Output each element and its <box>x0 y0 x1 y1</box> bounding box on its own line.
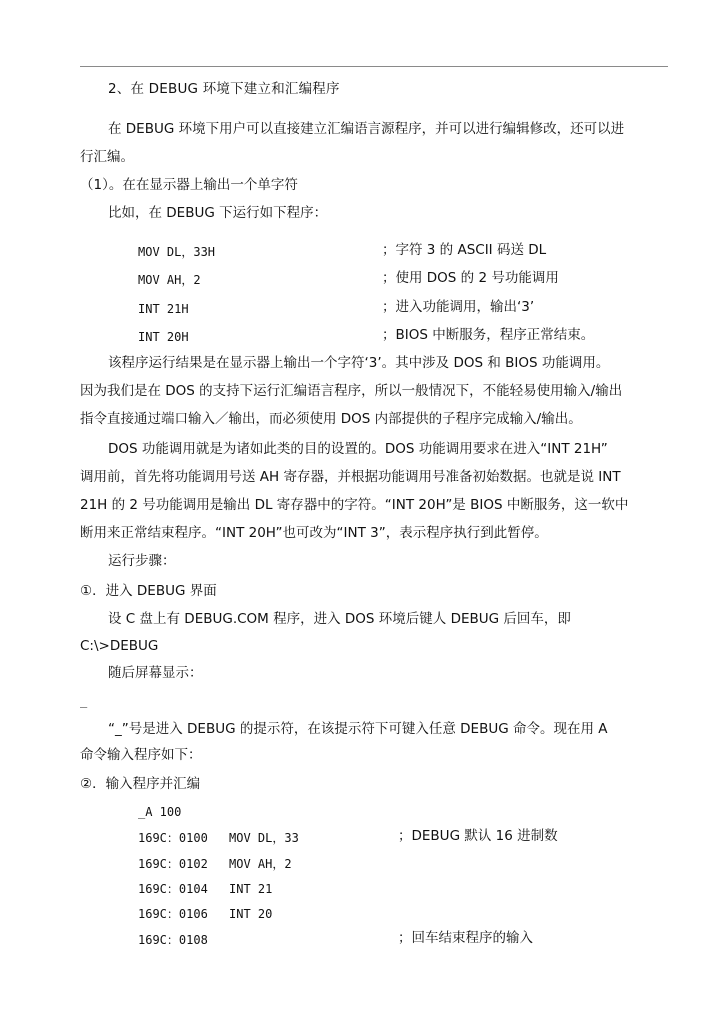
prompt-note-line-1: “_”号是进入 DEBUG 的提示符，在该提示符下可键入任意 DEBUG 命令。现在用 A <box>108 721 608 737</box>
listing-instr-1: MOV DL，33 <box>229 831 299 845</box>
listing-addr-3: 169C：0104 <box>138 882 208 896</box>
para2-line-2: 调用前，首先将功能调用号送 AH 寄存器，并根据功能调用号准备初始数据。也就是说 INT <box>80 469 621 485</box>
prompt-note-line-2: 命令输入程序如下： <box>80 747 202 763</box>
listing-addr-1: 169C：0100 <box>138 831 208 845</box>
program-code-3: INT 21H <box>138 302 189 316</box>
program-code-2: MOV AH，2 <box>138 273 201 287</box>
program-code-1: MOV DL，33H <box>138 245 216 259</box>
para2-line-1: DOS 功能调用就是为诸如此类的目的设置的。DOS 功能调用要求在进入“INT 21H” <box>108 441 608 457</box>
listing-addr-5: 169C：0108 <box>138 933 208 947</box>
intro-line-2: 行汇编。 <box>80 149 134 165</box>
steps-title: 运行步骤： <box>108 553 176 569</box>
subsection-title: （1）。在在显示器上输出一个单字符 <box>80 177 298 193</box>
para2-line-4: 断用来正常结束程序。“INT 20H”也可改为“INT 3”，表示程序执行到此暂停。 <box>80 525 548 541</box>
header-rule <box>80 66 668 67</box>
listing-comment-5: ；回车结束程序的输入 <box>398 930 533 946</box>
step1-title: ①．进入 DEBUG 界面 <box>80 583 217 599</box>
listing-comment-1: ；DEBUG 默认 16 进制数 <box>398 828 558 844</box>
dos-command: C:\>DEBUG <box>80 638 159 654</box>
para2-line-3: 21H 的 2 号功能调用是输出 DL 寄存器中的字符。“INT 20H”是 BIOS 中断服务，这一软中 <box>80 497 629 513</box>
program-comment-3: ；进入功能调用，输出‘3’ <box>382 299 535 315</box>
listing-instr-4: INT 20 <box>229 907 273 921</box>
listing-addr-2: 169C：0102 <box>138 857 208 871</box>
step2-title: ②．输入程序并汇编 <box>80 776 201 792</box>
program-comment-4: ；BIOS 中断服务，程序正常结束。 <box>382 327 595 343</box>
step1-after: 随后屏幕显示： <box>108 665 203 681</box>
listing-addr-4: 169C：0106 <box>138 907 208 921</box>
step1-text: 设 C 盘上有 DEBUG.COM 程序，进入 DOS 环境后键人 DEBUG 后回车，即 <box>108 611 571 627</box>
para1-line-3: 指令直接通过端口输入／输出，而必须使用 DOS 内部提供的子程序完成输入/输出。 <box>80 411 582 427</box>
para1-line-2: 因为我们是在 DOS 的支持下运行汇编语言程序，所以一般情况下，不能轻易使用输入/输出 <box>80 383 623 399</box>
para1-line-1: 该程序运行结果是在显示器上输出一个字符‘3’。其中涉及 DOS 和 BIOS 功能调用。 <box>108 355 610 371</box>
section-title: 2、在 DEBUG 环境下建立和汇编程序 <box>108 81 340 97</box>
debug-prompt: _ <box>80 694 88 708</box>
example-intro: 比如，在 DEBUG 下运行如下程序： <box>108 205 328 221</box>
intro-line-1: 在 DEBUG 环境下用户可以直接建立汇编语言源程序，并可以进行编辑修改，还可以进 <box>108 121 625 137</box>
listing-instr-2: MOV AH，2 <box>229 857 292 871</box>
listing-instr-3: INT 21 <box>229 882 273 896</box>
program-comment-1: ；字符 3 的 ASCII 码送 DL <box>382 242 547 258</box>
program-comment-2: ；使用 DOS 的 2 号功能调用 <box>382 270 559 286</box>
a-command: _A 100 <box>138 805 182 819</box>
program-code-4: INT 20H <box>138 330 189 344</box>
